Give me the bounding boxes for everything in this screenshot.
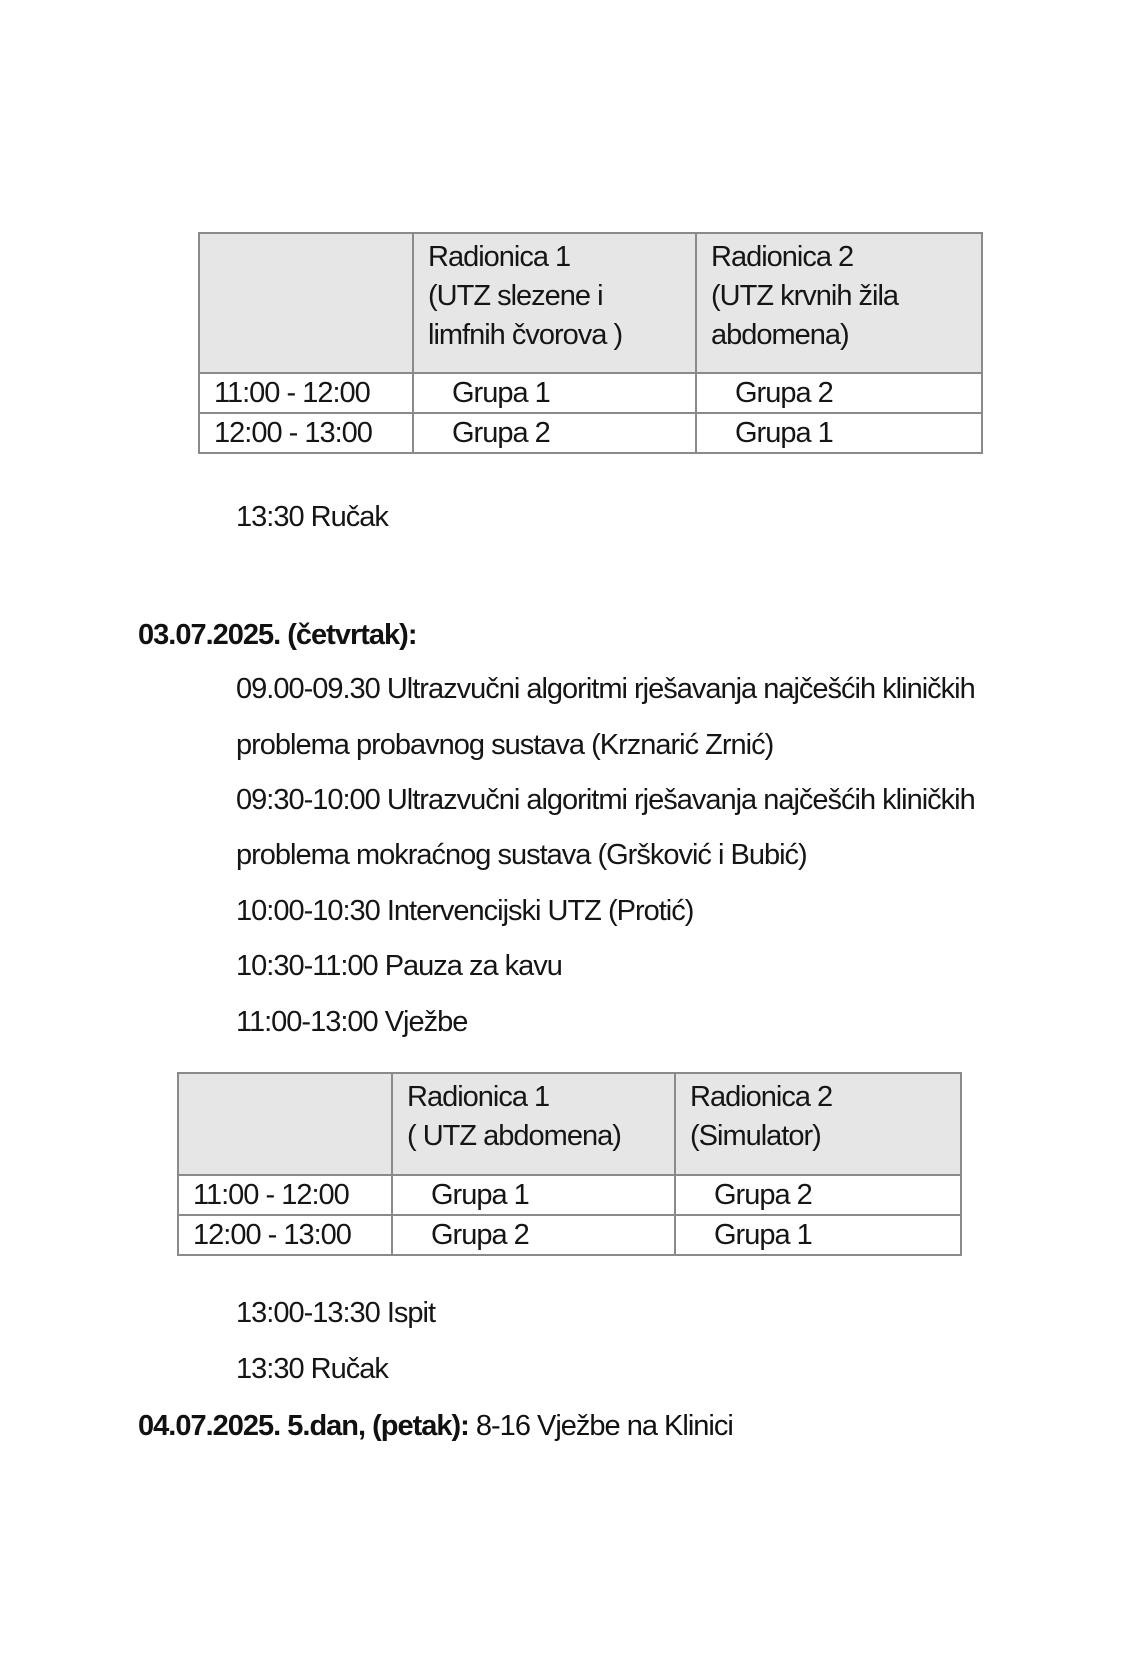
- header-line: limfnih čvorova ): [428, 319, 623, 351]
- workshop-table-2: [177, 1072, 962, 1256]
- time-cell: 11:00 - 12:00: [178, 1175, 392, 1215]
- day-heading-friday: [138, 1406, 733, 1446]
- day-activity-text: 8-16 Vježbe na Klinici: [468, 1410, 733, 1442]
- table-header-radionica-1: [392, 1073, 675, 1175]
- group-cell: Grupa 1: [696, 413, 982, 453]
- exam-line: 13:00-13:30 Ispit: [236, 1297, 436, 1329]
- group-cell: Grupa 2: [696, 373, 982, 413]
- schedule-line: problema probavnog sustava (Krznarić Zrnić): [236, 729, 774, 761]
- table-header-radionica-2: [675, 1073, 961, 1175]
- group-cell: Grupa 2: [392, 1215, 675, 1255]
- time-cell: 11:00 - 12:00: [199, 373, 413, 413]
- table-header-row: [178, 1073, 961, 1175]
- lunch-line: 13:30 Ručak: [236, 1353, 388, 1385]
- header-line: (Simulator): [690, 1120, 821, 1152]
- header-line: Radionica 2: [690, 1081, 833, 1113]
- day-heading-thursday: [138, 615, 416, 655]
- workshop-table-1: [198, 232, 983, 454]
- lunch-line: 13:30 Ručak: [236, 501, 388, 533]
- time-cell: 12:00 - 13:00: [178, 1215, 392, 1255]
- day-heading-text: 03.07.2025. (četvrtak):: [138, 619, 417, 651]
- header-line: abdomena): [711, 319, 849, 351]
- header-line: Radionica 1: [407, 1081, 550, 1113]
- header-line: ( UTZ abdomena): [407, 1120, 621, 1152]
- table-header-row: [199, 233, 982, 373]
- schedule-line: 11:00-13:00 Vježbe: [236, 1006, 468, 1038]
- group-cell: Grupa 2: [675, 1175, 961, 1215]
- header-line: (UTZ krvnih žila: [711, 280, 899, 312]
- table-row: [178, 1175, 961, 1215]
- table-header-empty-cell: [178, 1073, 392, 1175]
- header-line: Radionica 1: [428, 241, 571, 273]
- table-header-empty-cell: [199, 233, 413, 373]
- time-cell: 12:00 - 13:00: [199, 413, 413, 453]
- schedule-line: problema mokraćnog sustava (Gršković i Bubić): [236, 839, 807, 871]
- table-row: [199, 373, 982, 413]
- table-row: [199, 413, 982, 453]
- header-line: (UTZ slezene i: [428, 280, 603, 312]
- day-heading-text: 04.07.2025. 5.dan, (petak):: [138, 1410, 469, 1442]
- schedule-line: 09:30-10:00 Ultrazvučni algoritmi rješavanja najčešćih kliničkih: [236, 784, 975, 816]
- table-header-radionica-1: [413, 233, 696, 373]
- table-header-radionica-2: [696, 233, 982, 373]
- schedule-line: 10:00-10:30 Intervencijski UTZ (Protić): [236, 895, 694, 927]
- group-cell: Grupa 1: [413, 373, 696, 413]
- schedule-line: 09.00-09.30 Ultrazvučni algoritmi rješavanja najčešćih kliničkih: [236, 673, 975, 705]
- group-cell: Grupa 1: [392, 1175, 675, 1215]
- table-row: [178, 1215, 961, 1255]
- group-cell: Grupa 2: [413, 413, 696, 453]
- group-cell: Grupa 1: [675, 1215, 961, 1255]
- schedule-line: 10:30-11:00 Pauza za kavu: [236, 950, 562, 982]
- header-line: Radionica 2: [711, 241, 854, 273]
